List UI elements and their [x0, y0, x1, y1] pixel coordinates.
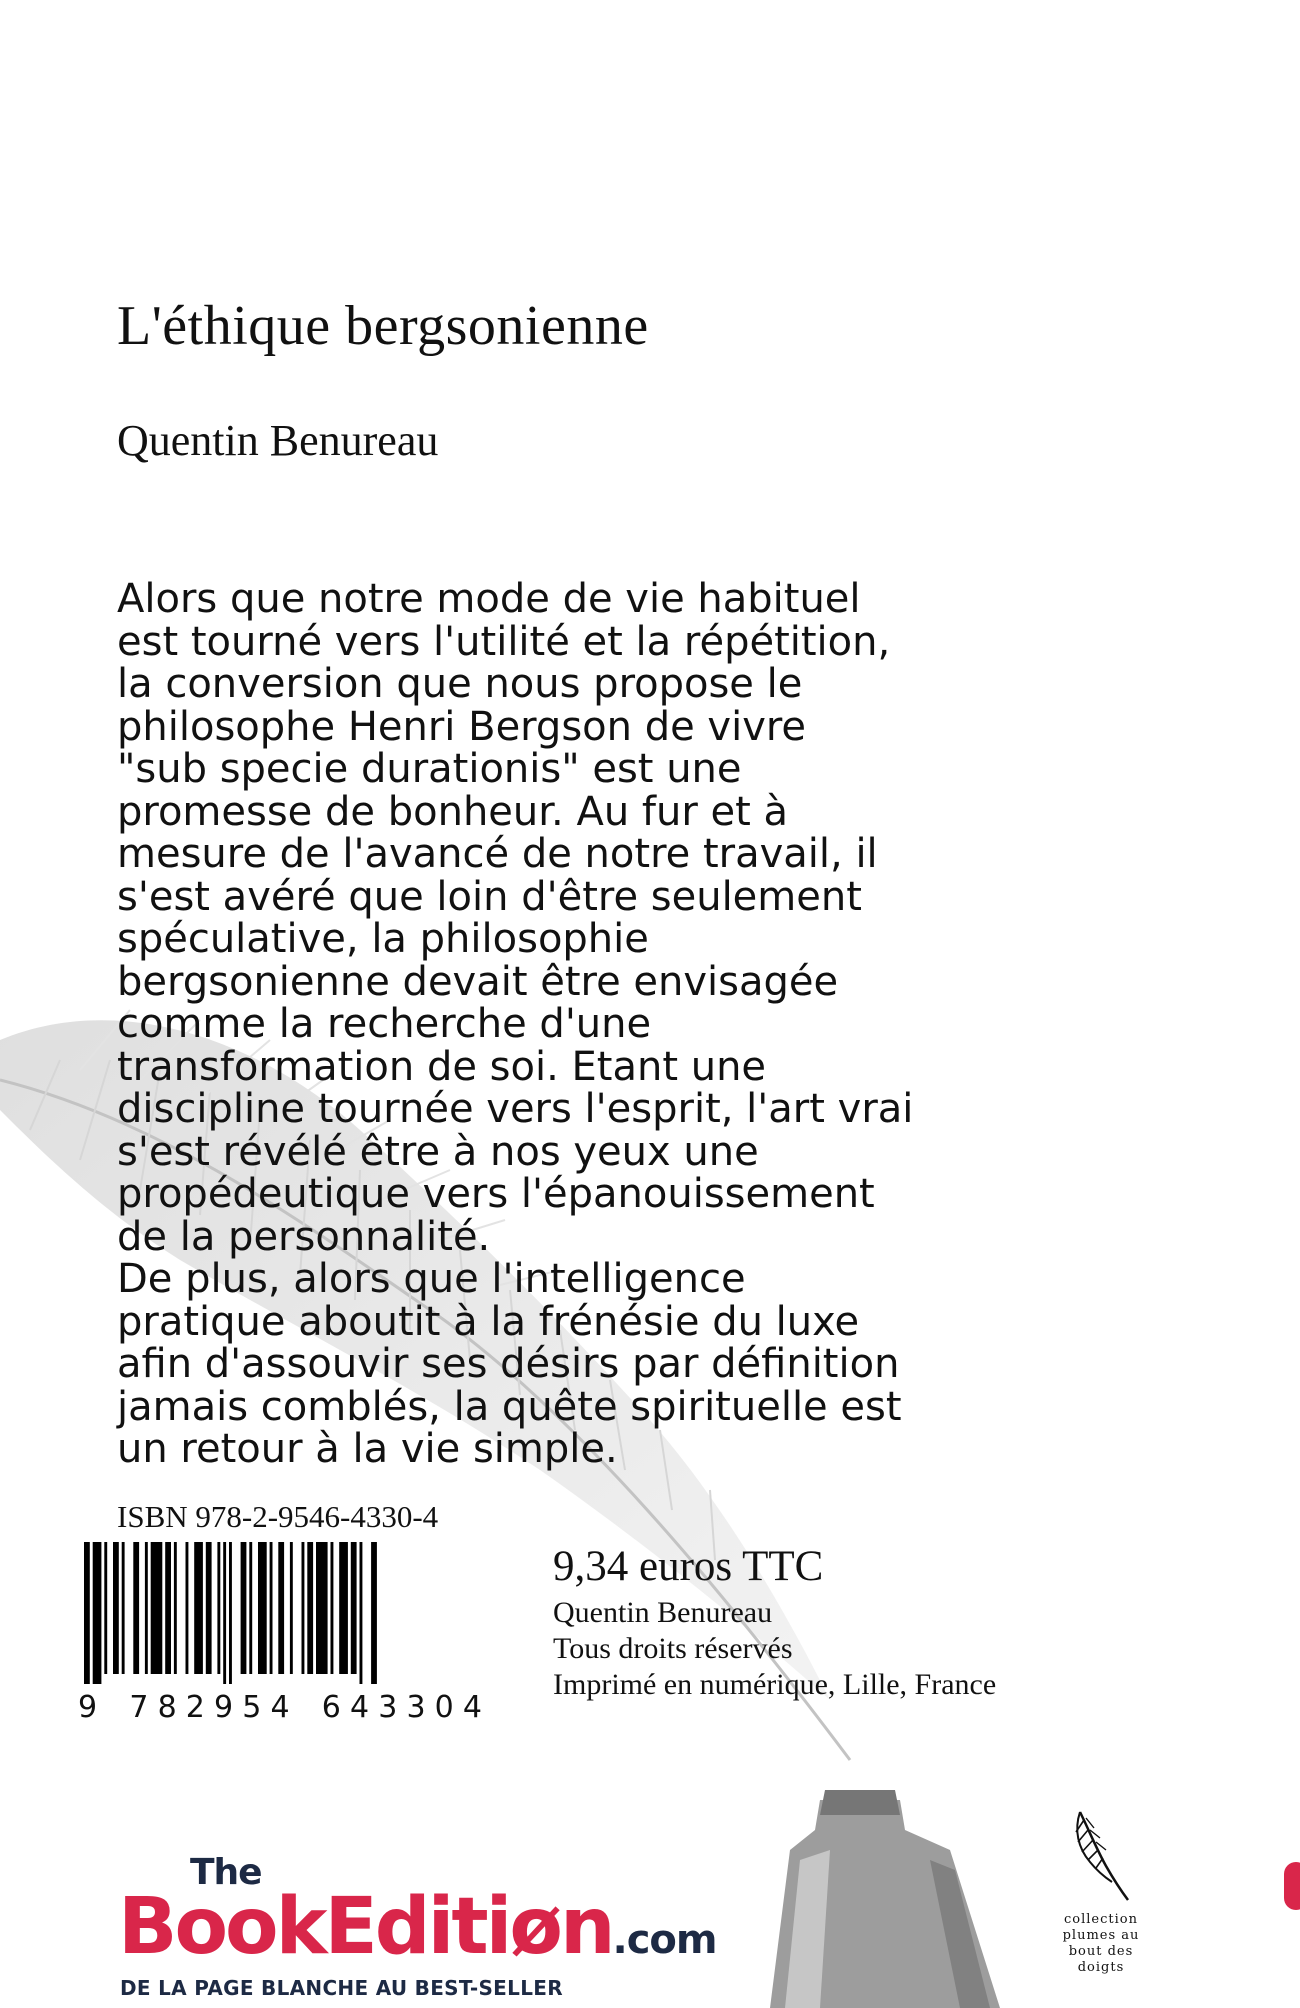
barcode-bar: [122, 1542, 125, 1674]
imprint-author: Quentin Benureau: [553, 1596, 773, 1629]
imprint-rights: Tous droits réservés: [553, 1632, 793, 1665]
barcode-bar: [270, 1542, 273, 1674]
barcode-digit: 4: [270, 1690, 290, 1725]
barcode-bar: [229, 1542, 232, 1684]
blurb-line: discipline tournée vers l'esprit, l'art vrai: [117, 1086, 914, 1132]
barcode-bar: [217, 1542, 220, 1674]
isbn-label: ISBN 978-2-9546-4330-4: [117, 1499, 439, 1534]
blurb-line: pratique aboutit à la frénésie du luxe: [117, 1298, 860, 1345]
barcode-digit: 9: [78, 1690, 98, 1725]
blurb-line: de la personnalité.: [117, 1213, 491, 1260]
barcode-bar: [258, 1542, 267, 1674]
barcode-bar: [278, 1542, 284, 1674]
barcode-bar: [339, 1542, 348, 1674]
barcode-digit: 6: [321, 1690, 341, 1725]
ink-bottle-icon: [770, 1790, 1000, 2008]
barcode-bar: [93, 1542, 102, 1684]
price: 9,34 euros TTC: [553, 1543, 824, 1590]
blurb-line: promesse de bonheur. Au fur et à: [117, 788, 788, 835]
blurb-line: s'est avéré que loin d'être seulement: [117, 873, 862, 920]
blurb-line: De plus, alors que l'intelligence: [117, 1256, 746, 1302]
barcode-bar: [290, 1542, 293, 1674]
collection-line: collection: [1064, 1912, 1138, 1927]
barcode-bar: [307, 1542, 313, 1674]
collection-mark: [1046, 1808, 1156, 1976]
blurb-line: bergsonienne devait être envisagée: [117, 958, 839, 1005]
barcode-bar: [84, 1542, 90, 1684]
barcode-digit: 8: [157, 1690, 177, 1725]
barcode-bar: [206, 1542, 212, 1674]
logo-main-text: BookEditi: [118, 1882, 510, 1972]
barcode-bar: [302, 1542, 305, 1674]
barcode-bar: [174, 1542, 177, 1674]
barcode-digit: 2: [185, 1690, 205, 1725]
blurb-line: spéculative, la philosophie: [117, 916, 649, 962]
barcode-bar: [223, 1542, 226, 1684]
barcode-bar: [165, 1542, 171, 1674]
collection-line: bout des: [1068, 1944, 1134, 1959]
blurb-line: s'est révélé être à nos yeux une: [117, 1128, 759, 1175]
logo-wordmark: [118, 1882, 717, 1979]
logo-o-glyph: ø: [509, 1882, 560, 1972]
barcode-bar: [241, 1542, 247, 1674]
barcode-bar: [316, 1542, 328, 1674]
barcode-digit: 3: [378, 1690, 398, 1725]
imprint-printed: Imprimé en numérique, Lille, France: [553, 1668, 997, 1701]
barcode-digits: [78, 1691, 482, 1725]
barcode-bar: [360, 1542, 363, 1684]
blurb-line: mesure de l'avancé de notre travail, il: [117, 831, 878, 877]
barcode-bar: [113, 1542, 119, 1674]
imprint-block: [553, 1595, 996, 1703]
blurb-line: jamais comblés, la quête spirituelle est: [117, 1383, 902, 1430]
collection-line: doigts: [1077, 1960, 1125, 1975]
barcode-digit: 9: [214, 1690, 234, 1725]
logo-tagline: DE LA PAGE BLANCHE AU BEST-SELLER: [120, 1976, 563, 2000]
barcode-bar: [351, 1542, 357, 1674]
barcode-bar: [104, 1542, 107, 1674]
red-edge-mark: [1284, 1862, 1300, 1910]
barcode-bar: [249, 1542, 252, 1674]
book-title: L'éthique bergsonienne: [117, 295, 649, 357]
barcode-digit: 0: [434, 1690, 454, 1725]
collection-name: [1046, 1912, 1156, 1976]
blurb-line: un retour à la vie simple.: [117, 1426, 618, 1472]
blurb-line: transformation de soi. Etant une: [117, 1043, 767, 1090]
blurb-line: comme la recherche d'une: [117, 1001, 652, 1047]
barcode-digit: 4: [462, 1690, 482, 1725]
barcode-digit: 5: [242, 1690, 262, 1725]
barcode-bar: [194, 1542, 203, 1674]
barcode-digit: 4: [350, 1690, 370, 1725]
blurb-line: "sub specie durationis" est une: [117, 746, 742, 792]
book-author: Quentin Benureau: [117, 416, 439, 465]
barcode-bar: [331, 1542, 334, 1674]
blurb-line: Alors que notre mode de vie habituel: [117, 576, 861, 622]
barcode-bar: [186, 1542, 189, 1674]
quill-icon: [1066, 1808, 1136, 1904]
blurb-line: est tourné vers l'utilité et la répétition,: [117, 618, 891, 665]
barcode-digit: 7: [129, 1690, 149, 1725]
blurb-line: afin d'assouvir ses désirs par définition: [117, 1341, 900, 1387]
logo-suffix: .com: [612, 1917, 717, 1963]
blurb-line: philosophe Henri Bergson de vivre: [117, 703, 807, 750]
blurb-line: la conversion que nous propose le: [117, 661, 803, 707]
blurb-line: propédeutique vers l'épanouissement: [117, 1171, 875, 1217]
collection-line: plumes au: [1062, 1928, 1140, 1943]
barcode-digit: 3: [406, 1690, 426, 1725]
logo-n-text: n: [559, 1882, 613, 1972]
barcode-bar: [145, 1542, 148, 1674]
barcode-bar: [133, 1542, 139, 1674]
barcode-bar: [151, 1542, 163, 1674]
isbn-barcode: [80, 1542, 480, 1684]
back-cover-blurb: [117, 578, 1117, 1471]
barcode-bar: [371, 1542, 377, 1684]
logo-the: The: [190, 1852, 262, 1893]
